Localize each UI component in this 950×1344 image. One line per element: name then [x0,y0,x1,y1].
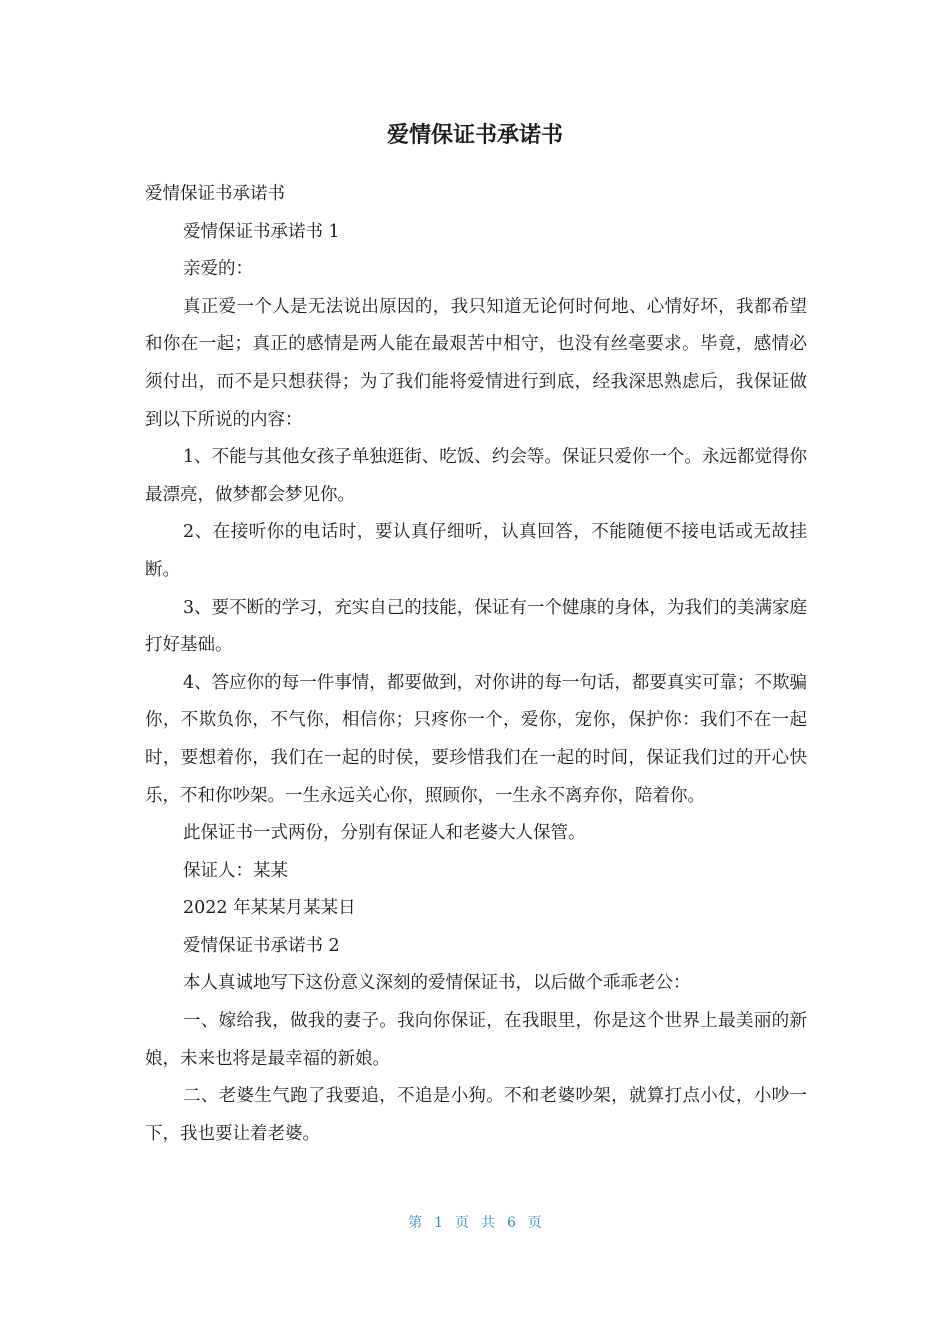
document-body [145,176,807,1153]
list-item: 1、不能与其他女孩子单独逛街、吃饭、约会等。保证只爱你一个。永远都觉得你最漂亮，做梦都会梦见你。 [145,447,807,505]
document-title: 爱情保证书承诺书 [386,123,563,148]
list-item: 4、答应你的每一件事情，都要做到，对你讲的每一句话，都要真实可靠；不欺骗你，不欺负你，不气你，相信你；只疼你一个，爱你，宠你，保护你：我们不在一起时，要想着你，我们在一起的时侯，要珍惜我们在一起的时间，保证我们过的开心快乐，不和你吵架。一生永远关心你，照顾你，一生永不离弃你，陪着你。 [145,672,807,806]
total-unit: 页 [527,1215,542,1231]
list-item: 一、嫁给我，做我的妻子。我向你保证，在我眼里，你是这个世界上最美丽的新娘，未来也将是最幸福的新娘。 [145,1011,807,1069]
page-unit: 页 [455,1215,469,1231]
paragraph: 本人真诚地写下这份意义深刻的爱情保证书，以后做个乖乖老公： [183,973,691,994]
signature-line: 保证人：某某 [183,860,288,881]
paragraph: 此保证书一式两份，分别有保证人和老婆大人保管。 [183,823,586,844]
paragraph: 真正爱一个人是无法说出原因的，我只知道无论何时何地、心情好坏，我都希望和你在一起；真正的感情是两人能在最艰苦中相守，也没有丝毫要求。毕竟，感情必须付出，而不是只想获得；为了我们能将爱情进行到底，经我深思熟虑后，我保证做到以下所说的内容： [145,296,807,430]
list-item: 二、老婆生气跑了我要追，不追是小狗。不和老婆吵架，就算打点小仗，小吵一下，我也要让着老婆。 [145,1086,807,1144]
list-item: 2、在接听你的电话时，要认真仔细听，认真回答，不能随便不接电话或无故挂断。 [145,522,807,580]
total-label: 共 [481,1215,495,1231]
subsection-heading: 爱情保证书承诺书 2 [183,935,340,956]
salutation: 亲爱的： [183,259,253,280]
subsection-heading: 爱情保证书承诺书 1 [183,221,340,242]
page-footer [0,1212,950,1232]
current-page-number: 1 [434,1215,443,1231]
total-pages-number: 6 [507,1215,516,1231]
section-heading: 爱情保证书承诺书 [145,184,285,204]
list-item: 3、要不断的学习，充实自己的技能，保证有一个健康的身体，为我们的美满家庭打好基础。 [145,597,807,656]
date-line: 2022 年某某月某某日 [183,898,356,919]
page-label: 第 [408,1215,423,1231]
